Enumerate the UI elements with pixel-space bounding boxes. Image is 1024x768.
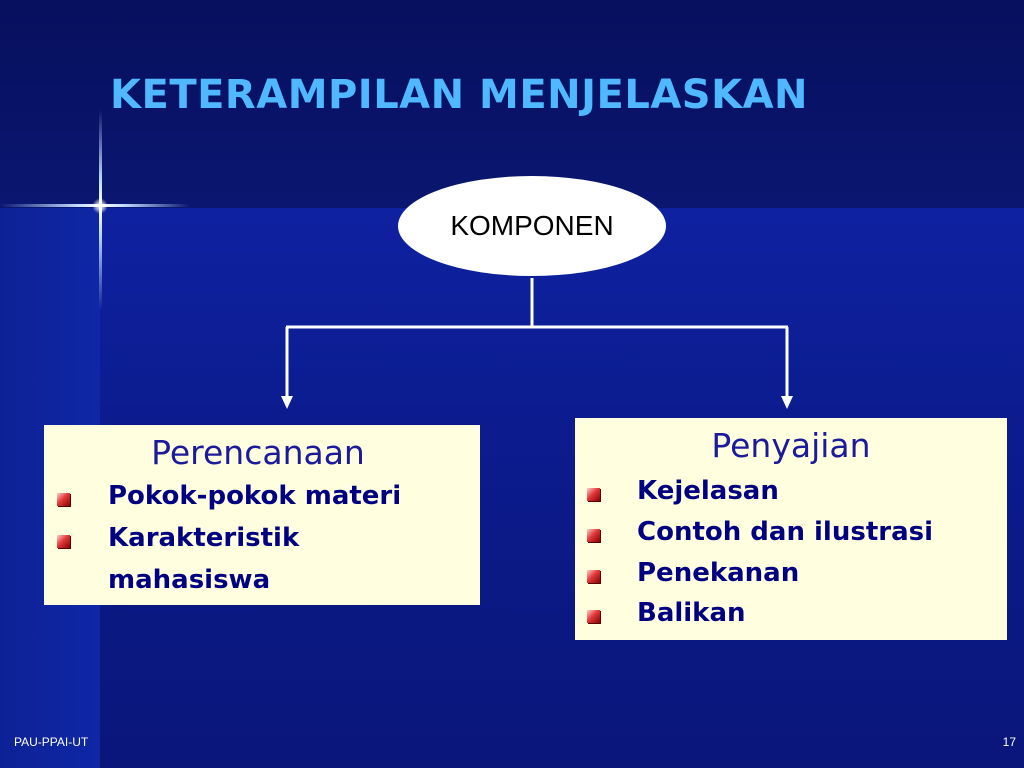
square-bullet-icon <box>57 493 70 506</box>
square-bullet-icon <box>57 535 70 548</box>
slide-number: 17 <box>1002 735 1016 749</box>
root-node-label: KOMPONEN <box>450 210 614 241</box>
box-heading-penyajian: Penyajian <box>711 426 871 465</box>
square-bullet-icon <box>587 529 600 542</box>
box-perencanaan <box>44 425 480 605</box>
square-bullet-icon <box>587 570 600 583</box>
list-item-continuation: mahasiswa <box>108 565 271 595</box>
list-item: Kejelasan <box>637 476 779 506</box>
square-bullet-icon <box>587 610 600 623</box>
box-penyajian <box>575 418 1007 640</box>
list-item: Balikan <box>637 598 746 628</box>
list-item: Penekanan <box>637 558 800 588</box>
list-item: Contoh dan ilustrasi <box>637 517 934 547</box>
footer-left-label: PAU-PPAI-UT <box>14 735 89 749</box>
slide-title: KETERAMPILAN MENJELASKAN <box>110 72 809 118</box>
list-item: Karakteristik <box>108 523 300 553</box>
arrow-down-icon <box>281 396 293 409</box>
box-heading-perencanaan: Perencanaan <box>151 433 365 472</box>
square-bullet-icon <box>587 488 600 501</box>
list-item: Pokok-pokok materi <box>108 481 402 511</box>
arrow-down-icon <box>781 396 793 409</box>
